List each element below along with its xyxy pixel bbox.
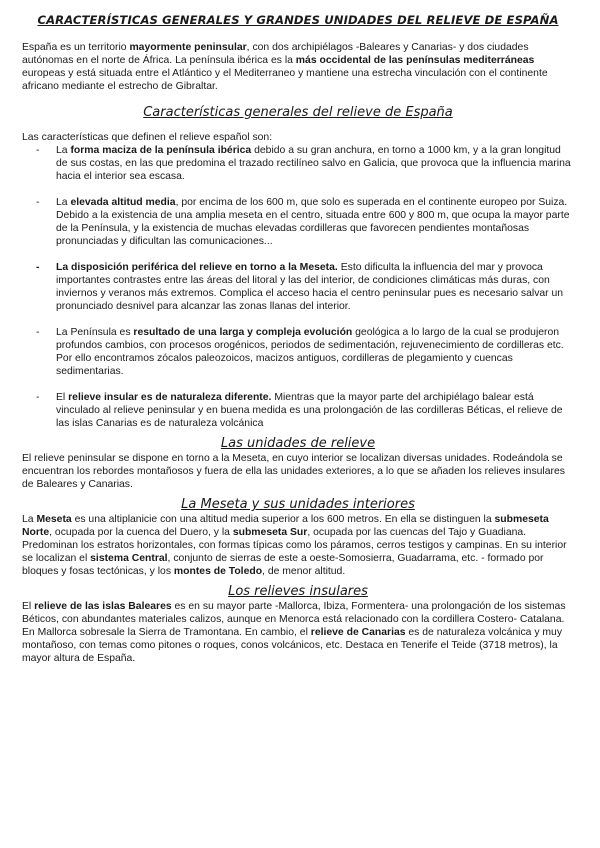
- list-dash: -: [36, 197, 40, 208]
- item-text: , por encima de los 600 m, que solo es superada en el continente europeo por Suiza. Debido a la existencia de una amplia meseta en el centro, situada entre 600 y 800 m, que ocupa la mayor parte de la Península, y la existencia de muchas elevadas cordilleras que favorecen pendientes montañosas pronunciadas y dificultan las comunicaciones...: [56, 197, 570, 247]
- item-text: La: [56, 197, 71, 208]
- item-text: Esto dificulta la influencia del mar y provoca importantes contrastes entre las áreas del litoral y las del interior, de condiciones climáticas más duras, con inviernos y veranos más extremos. Complica el acceso hacia el centro peninsular pues es necesario salvar un pronunciado desnivel para alcanzar las zonas llanas del interior.: [56, 262, 564, 312]
- meseta-text: , ocupada por las cuencas del Tajo y Guadiana. Predominan los estratos horizontales, con formas típicas como los páramos, cerros testigos y campinas. En su interior se localizan el: [22, 527, 567, 564]
- list-item: [22, 144, 574, 183]
- meseta-text: es una altiplanicie con una altitud media superior a los 600 metros. En ella se distinguen la: [71, 514, 495, 525]
- meseta-bold: sistema Central: [90, 553, 168, 564]
- insular-text: El: [22, 601, 35, 612]
- list-item: [22, 261, 574, 313]
- section-heading-relief-units: Las unidades de relieve: [220, 436, 376, 451]
- intro-text-3: europeas y está situada entre el Atlántico y el Mediterraneo y mantiene una estrecha vinculación con el continente africano mediante el estrecho de Gibraltar.: [22, 68, 548, 92]
- insular-bold: relieve de las islas Baleares: [34, 601, 172, 612]
- list-dash: -: [36, 145, 40, 156]
- document-title: CARACTERÍSTICAS GENERALES Y GRANDES UNIDADES DEL RELIEVE DE ESPAÑA: [37, 13, 559, 27]
- meseta-bold: submeseta Norte: [22, 514, 549, 538]
- insular-bold: relieve de Canarias: [310, 627, 406, 638]
- list-dash: -: [36, 262, 40, 273]
- item-text: geológica a lo largo de la cual se produjeron profundos cambios, con procesos orogénicos, periodos de sedimentación, rejuvenecimiento de cordilleras etc. Por ello encontramos zócalos paleozoicos, macizos antiguos, cordilleras de plegamiento y cuencas sedimentarias.: [56, 327, 564, 377]
- meseta-bold: montes de Toledo: [173, 566, 263, 577]
- item-text: La Península es: [56, 327, 134, 338]
- item-text: La: [56, 145, 71, 156]
- list-item: [22, 391, 574, 430]
- intro-paragraph: [22, 41, 574, 93]
- intro-bold-2: más occidental de las penínsulas mediterráneas: [295, 55, 535, 66]
- list-dash: -: [36, 392, 40, 403]
- section-heading-general-features: Características generales del relieve de España: [143, 105, 453, 120]
- insular-text: es de naturaleza volcánica y muy montañoso, con temas como pitones o roques, conos volcánicos, etc. Destaca en Tenerife el Teide (3718 metros), la mayor altura de España.: [22, 627, 563, 664]
- insular-text: es en su mayor parte -Mallorca, Ibiza, Formentera- una prolongación de los sistemas Béticos, con abundantes materiales calizos, aunque en Menorca está relacionado con la cordillera Costero- Catalana. En Mallorca sobresale la Sierra de Tramontana. En cambio, el: [22, 601, 566, 638]
- insular-paragraph: [22, 600, 574, 665]
- intro-text-2: , con dos archipiélagos -Baleares y Canarias- y dos ciudades autónomas en el norte de África. La península ibérica es la: [22, 42, 529, 66]
- meseta-text: , ocupada por la cuenca del Duero, y la: [49, 527, 233, 538]
- item-text: El: [56, 392, 69, 403]
- meseta-text: , conjunto de sierras de este a oeste-Somosierra, Guadarrama, etc. - formado por bloques y fosas tectónicas, y los: [22, 553, 544, 577]
- item-bold: forma maciza de la península ibérica: [70, 145, 252, 156]
- meseta-bold: Meseta: [36, 514, 72, 525]
- item-text: debido a su gran anchura, en torno a 1000 km, y a la gran longitud de sus costas, en las que predomina el trazado rectilíneo salvo en Galicia, que provoca que la influencia marina hacia el interior sea escasa.: [56, 145, 571, 182]
- relief-units-paragraph: El relieve peninsular se dispone en torno a la Meseta, en cuyo interior se localizan diversas unidades. Rodeándola se encuentran los rebordes montañosos y fuera de ella las unidades exteriores, a lo que se añaden los relieves insulares de Baleares y Canarias.: [22, 453, 565, 490]
- meseta-paragraph: [22, 513, 574, 578]
- item-bold: relieve insular es de naturaleza diferente.: [68, 392, 272, 403]
- list-item: [22, 326, 574, 378]
- item-bold: La disposición periférica del relieve en torno a la Meseta.: [56, 262, 338, 273]
- list-dash: -: [36, 327, 40, 338]
- features-lead: Las características que definen el relieve español son:: [22, 132, 273, 143]
- meseta-text: , de menor altitud.: [262, 566, 346, 577]
- meseta-bold: submeseta Sur: [232, 527, 308, 538]
- section-heading-insular: Los relieves insulares: [228, 584, 368, 599]
- intro-bold-1: mayormente peninsular: [129, 42, 247, 53]
- item-bold: resultado de una larga y compleja evolución: [133, 327, 353, 338]
- list-item: [22, 196, 574, 248]
- item-bold: elevada altitud media: [70, 197, 176, 208]
- meseta-text: La: [22, 514, 37, 525]
- features-list: [22, 144, 574, 430]
- item-text: Mientras que la mayor parte del archipiélago balear está vinculado al relieve peninsular y en buena medida es una prolongación de las cordilleras Béticas, el relieve de las islas Canarias es de naturaleza volcánica: [56, 392, 563, 429]
- intro-text-1: España es un territorio: [22, 42, 130, 53]
- section-heading-meseta: La Meseta y sus unidades interiores: [181, 497, 415, 512]
